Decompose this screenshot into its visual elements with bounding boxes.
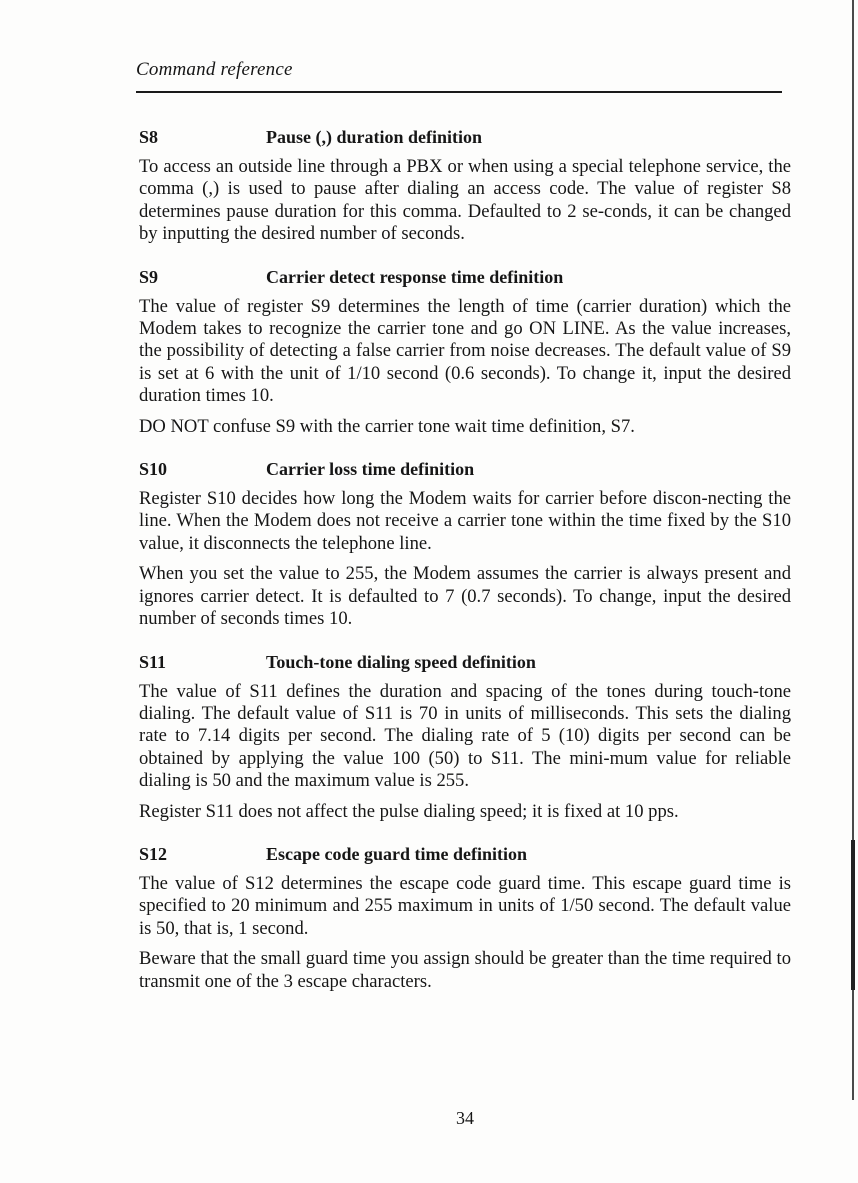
paragraph: When you set the value to 255, the Modem assumes the carrier is always present and ignores carrier detect. It is defaulted to 7 (0.7 seconds). To change, input the desired number of seconds times 10. (139, 563, 791, 630)
section-heading (139, 843, 791, 865)
section-heading (139, 651, 791, 673)
paragraph: DO NOT confuse S9 with the carrier tone wait time definition, S7. (139, 415, 635, 437)
section-s9 (139, 266, 791, 438)
section-title: Pause (,) duration definition (266, 127, 483, 147)
paragraph: Register S11 does not affect the pulse dialing speed; it is fixed at 10 pps. (139, 800, 679, 822)
register-id: S9 (139, 266, 159, 287)
page-edge-mark (851, 840, 855, 990)
paragraph: The value of S11 defines the duration and spacing of the tones during touch-tone dialing. The default value of S11 is 70 in units of milliseconds. This sets the dialing rate to 7.14 digits per second. The dialing rate of 5 (10) digits per second can be obtained by applying the value 100 (50) to S11. The mini-mum value for reliable dialing is 50 and the maximum value is 255. (139, 680, 791, 792)
header-rule (136, 91, 782, 93)
section-heading (139, 126, 791, 148)
section-title: Touch-tone dialing speed definition (266, 651, 536, 672)
paragraph: The value of register S9 determines the length of time (carrier duration) which the Modem takes to recognize the carrier tone and go ON LINE. As the value increases, the possibility of detecting a false carrier from noise decreases. The default value of S9 is set at 6 with the unit of 1/10 second (0.6 seconds). To change it, input the desired duration times 10. (139, 295, 791, 407)
page-number: 34 (456, 1108, 474, 1128)
paragraph: Beware that the small guard time you assign should be greater than the time required to transmit one of the 3 escape characters. (139, 948, 791, 992)
section-s10 (139, 458, 791, 630)
register-id: S8 (139, 127, 159, 147)
paragraph: Register S10 decides how long the Modem waits for carrier before discon-necting the line. When the Modem does not receive a carrier tone within the time fixed by the S10 value, it disconnects the telephone line. (139, 488, 791, 554)
running-header: Command reference (136, 59, 293, 80)
page-content (139, 126, 791, 1013)
paragraph: The value of S12 determines the escape code guard time. This escape guard time is specified to 20 minimum and 255 maximum in units of 1/50 second. The default value is 50, that is, 1 second. (139, 872, 791, 939)
register-id: S10 (139, 459, 168, 480)
register-id: S12 (139, 843, 168, 864)
section-heading (139, 266, 791, 288)
section-title: Escape code guard time definition (266, 843, 527, 864)
section-s12 (139, 843, 791, 993)
register-id: S11 (139, 651, 167, 672)
paragraph: To access an outside line through a PBX or when using a special telephone service, the comma (,) is used to pause after dialing an access code. The value of register S8 determines pause duration for this comma. Defaulted to 2 se-conds, it can be changed by inputting the desired number of seconds. (139, 156, 791, 245)
section-s8 (139, 126, 791, 246)
section-heading (139, 458, 791, 480)
section-title: Carrier detect response time definition (266, 266, 564, 287)
section-title: Carrier loss time definition (266, 459, 475, 480)
section-s11 (139, 651, 791, 823)
